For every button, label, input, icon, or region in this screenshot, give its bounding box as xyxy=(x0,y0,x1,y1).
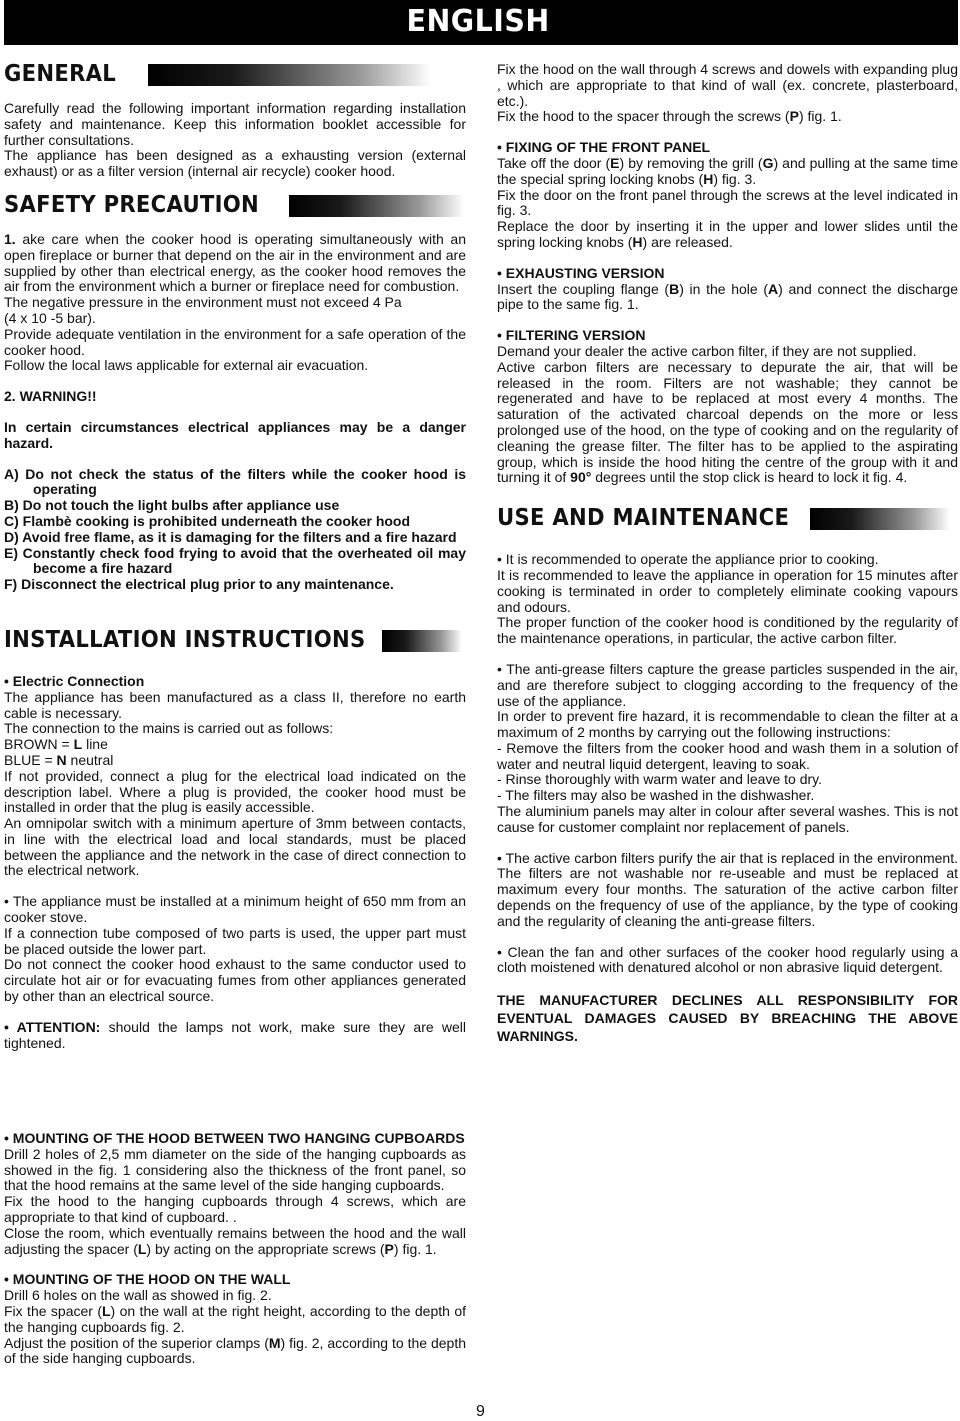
electric-text-4: An omnipolar switch with a minimum aperture of 3mm between contacts, in line with the electrical load and local standards, must be placed between the appliance and the network in the case of direct connection to the electrical network. xyxy=(4,815,466,879)
wall-text-2 xyxy=(4,1304,466,1336)
bottom-left-column xyxy=(4,1131,466,1367)
filtering-text-1: Demand your dealer the active carbon filter, if they are not supplied. xyxy=(497,342,917,359)
wall-text-3 xyxy=(4,1336,466,1368)
left-column xyxy=(4,61,467,1051)
w3-pre: Adjust the position of the superior clamps ( xyxy=(4,1334,269,1351)
use-text-2: It is recommended to leave the appliance in operation for 15 minutes after cooking is terminated in order to completely eliminate cooking vapours and odours. xyxy=(497,566,958,615)
fl2-post: degrees until the stop click is heard to lock it fig. 4. xyxy=(591,469,908,486)
w3-post: ) fig. 2, according to the depth of the side hanging cupboards. xyxy=(4,1334,466,1367)
cup3-mid: ) by acting on the appropriate screws ( xyxy=(146,1240,385,1257)
heading-bar-icon xyxy=(289,195,464,217)
warning-text: In certain circumstances electrical appliances may be a danger hazard. xyxy=(4,418,466,451)
mounting-cupboards-heading: • MOUNTING OF THE HOOD BETWEEN TWO HANGING CUPBOARDS xyxy=(4,1130,465,1146)
attention-label: • ATTENTION: xyxy=(4,1018,101,1035)
wall-fix-text: Fix the hood on the wall through 4 screws and dowels with expanding plug , which are appropriate to that kind of wall (ex. concrete, plasterboard, etc.). xyxy=(497,61,958,109)
grease-text-4: - Rinse thoroughly with warm water and leave to dry. xyxy=(497,771,822,788)
warning-item-d: D) Avoid free flame, as it is damaging for the filters and a fire hazard xyxy=(4,528,457,545)
front-panel-text-1 xyxy=(497,156,958,188)
exhausting-text xyxy=(497,282,958,314)
mounting-wall-heading: • MOUNTING OF THE HOOD ON THE WALL xyxy=(4,1271,291,1288)
warning-list xyxy=(4,467,466,593)
heading-bar-icon xyxy=(810,508,950,530)
use-title: USE AND MAINTENANCE xyxy=(497,505,790,532)
x1-b: B xyxy=(669,280,680,297)
grease-text-6: The aluminium panels may alter in colour after several washes. This is not cause for customer complaint nor replacement of panels. xyxy=(497,803,958,835)
general-heading xyxy=(4,61,466,88)
w3-m: M xyxy=(268,1334,281,1351)
language-title: ENGLISH xyxy=(406,4,550,39)
electric-text-1: The appliance has been manufactured as a class II, therefore no earth cable is necessary. xyxy=(4,688,466,721)
installation-heading xyxy=(4,627,466,654)
blue-wire-line xyxy=(4,753,466,769)
safety-title: SAFETY PRECAUTION xyxy=(4,192,260,219)
cleaning-text: • Clean the fan and other surfaces of the cooker hood regularly using a cloth moistened with denatured alcohol or non abrasive liquid detergent. xyxy=(497,943,958,976)
general-paragraph-1: Carefully read the following important information regarding installation safety and maintenance. Keep this information booklet accessible for further consultations. xyxy=(4,100,466,148)
x1-pre: Insert the coupling flange ( xyxy=(497,280,670,297)
safety-pressure-line-1: The negative pressure in the environment must not exceed 4 Pa xyxy=(4,294,402,311)
safety-paragraph-4: Follow the local laws applicable for external air evacuation. xyxy=(4,357,369,374)
general-title: GENERAL xyxy=(4,61,117,88)
min-height-text: • The appliance must be installed at a minimum height of 650 mm from an cooker stove. xyxy=(4,893,466,926)
heading-bar-icon xyxy=(382,630,462,652)
blue-label: BLUE = xyxy=(4,751,57,768)
heading-bar-icon xyxy=(148,64,431,86)
warning-item-e: E) Constantly check food frying to avoid that the overheated oil may become a fire hazard xyxy=(4,544,466,577)
brown-label: BROWN = xyxy=(4,736,74,753)
exhausting-version-heading: • EXHAUSTING VERSION xyxy=(497,264,665,281)
safety-pressure-line-2: (4 x 10 -5 bar). xyxy=(4,309,96,326)
x1-mid: ) in the hole ( xyxy=(679,280,768,297)
w2-pre: Fix the spacer ( xyxy=(4,1302,102,1319)
f1-e: E xyxy=(610,154,620,171)
brown-key: L xyxy=(73,736,83,753)
blue-key: N xyxy=(56,751,67,768)
page-number: 9 xyxy=(476,1403,485,1420)
manufacturer-disclaimer: THE MANUFACTURER DECLINES ALL RESPONSIBILITY FOR EVENTUAL DAMAGES CAUSED BY BREACHING THE ABOVE WARNINGS. xyxy=(497,992,958,1045)
r2-post: ) fig. 1. xyxy=(798,108,842,125)
grease-text-5: - The filters may also be washed in the dishwasher. xyxy=(497,787,815,804)
front-panel-heading: • FIXING OF THE FRONT PANEL xyxy=(497,139,711,156)
cupboards-text-1: Drill 2 holes of 2,5 mm diameter on the side of the hanging cupboards as showed in the fig. 1 considering also the thickness of the front panel, so that the hood remains at the same level of the side hanging cupboards. xyxy=(4,1145,466,1194)
fl2-deg: 90° xyxy=(570,469,592,486)
warning-item-b: B) Do not touch the light bulbs after appliance use xyxy=(4,497,340,514)
warning-item-a: A) Do not check the status of the filters while the cooker hood is operating xyxy=(4,465,466,498)
f3-h: H xyxy=(632,233,643,250)
wall-text-1: Drill 6 holes on the wall as showed in fig. 2. xyxy=(4,1287,272,1304)
warning-item-c: C) Flambè cooking is prohibited underneath the cooker hood xyxy=(4,512,411,529)
cup3-pre: Close the room, which eventually remains between the hood and the wall adjusting the spacer ( xyxy=(4,1224,466,1257)
x1-a: A xyxy=(768,280,779,297)
cupboards-text-3 xyxy=(4,1226,466,1258)
electric-text-3: If not provided, connect a plug for the electrical load indicated on the description label. Where a plug is provided, the cooker hood must be installed in order that the plug is easily accessible. xyxy=(4,767,466,816)
x1-post: ) and connect the discharge pipe to the same fig. 1. xyxy=(497,280,958,313)
blue-desc: neutral xyxy=(66,751,114,768)
f1-h: H xyxy=(703,170,714,187)
r2-p: P xyxy=(789,108,799,125)
safety-number-1: 1. xyxy=(4,230,16,247)
filtering-version-heading: • FILTERING VERSION xyxy=(497,327,646,344)
grease-text-2: In order to prevent fire hazard, it is recommendable to clean the filter at a maximum of 2 months by carrying out the following instructions: xyxy=(497,708,958,741)
tube-text: If a connection tube composed of two parts is used, the upper part must be placed outside the lower part. xyxy=(4,924,466,957)
front-panel-text-3 xyxy=(497,219,958,251)
f3-pre: Replace the door by inserting it in the upper and lower slides until the spring locking knobs ( xyxy=(497,218,958,250)
cup3-post: ) fig. 1. xyxy=(393,1240,437,1257)
f1-mid2: ) and pulling at the same time the special spring locking knobs ( xyxy=(497,154,958,187)
use-heading xyxy=(497,505,958,532)
grease-text-3: - Remove the filters from the cooker hood and wash them in a solution of water and neutral liquid detergent, leaving to soak. xyxy=(497,739,958,772)
f1-pre: Take off the door ( xyxy=(497,154,611,171)
f1-mid1: ) by removing the grill ( xyxy=(619,154,763,171)
f1-g: G xyxy=(762,154,774,171)
electric-text-2: The connection to the mains is carried out as follows: xyxy=(4,720,334,737)
warning-item-f: F) Disconnect the electrical plug prior to any maintenance. xyxy=(4,576,394,593)
carbon-filter-text: • The active carbon filters purify the air that is replaced in the environment. The filters are not washable nor re-useable and must be replaced at maximum every four months. The saturation of the active carbon filter depends on the frequency of use of the appliance, by the type of cooking and the regularity of cleaning the anti-grease filters. xyxy=(497,849,958,929)
safety-paragraph-3: Provide adequate ventilation in the environment for a safe operation of the cooker hood. xyxy=(4,325,466,358)
cup3-l: L xyxy=(137,1240,147,1257)
w2-post: ) on the wall at the right height, according to the depth of the hanging cupboards fig. 2. xyxy=(4,1302,466,1335)
brown-wire-line xyxy=(4,737,466,753)
installation-title: INSTALLATION INSTRUCTIONS xyxy=(4,627,366,654)
use-text-1: • It is recommended to operate the appliance prior to cooking. xyxy=(497,551,879,568)
brown-desc: line xyxy=(82,736,108,753)
attention-text xyxy=(4,1020,466,1052)
electric-connection-heading: • Electric Connection xyxy=(4,672,145,689)
use-text-3: The proper function of the cooker hood is conditioned by the regularity of the maintenance operations, in particular, the active carbon filter. xyxy=(497,614,958,647)
safety-paragraph-1 xyxy=(4,232,466,295)
cup3-p: P xyxy=(384,1240,394,1257)
filtering-text-2 xyxy=(497,360,958,486)
f1-post: ) fig. 3. xyxy=(713,170,757,187)
attention-body: should the lamps not work, make sure they are well tightened. xyxy=(4,1018,467,1051)
grease-text-1: • The anti-grease filters capture the grease particles suspended in the air, and are therefore subject to clogging according to the frequency of the use of the appliance. xyxy=(497,660,958,709)
front-panel-text-2: Fix the door on the front panel through the screws at the level indicated in fig. 3. xyxy=(497,186,958,219)
w2-l: L xyxy=(101,1302,111,1319)
language-header-bar xyxy=(4,0,958,45)
general-paragraph-2: The appliance has been designed as a exhausting version (external exhaust) or as a filter version (internal air recycle) cooker hood. xyxy=(4,147,466,180)
safety-text-1: ake care when the cooker hood is operating simultaneously with an open fireplace or burner that depend on the air in the environment and are supplied by other than electrical energy, as the cooker hood removes the air from the environment which a burner or fireplace need for combustion. xyxy=(4,230,466,295)
cupboards-text-2: Fix the hood to the hanging cupboards through 4 screws, which are appropriate to that kind of cupboard. . xyxy=(4,1193,466,1225)
warning-heading: 2. WARNING!! xyxy=(4,388,97,405)
f3-post: ) are released. xyxy=(642,233,733,250)
safety-heading xyxy=(4,192,466,219)
right-column xyxy=(497,62,958,1045)
r2-pre: Fix the hood to the spacer through the screws ( xyxy=(497,108,790,125)
spacer-fix-text xyxy=(497,109,958,125)
fl2-pre: Active carbon filters are necessary to depurate the air, that will be released in the room. Filters are not washable; they cannot be regenerated and have to be replaced at most every 4 months. The saturation of the activated charcoal depends on the more or less prolonged use of the hood, on the type of cooking and on the regularity of cleaning the grease filter. The filter has to be applied to the aspirating group, which is inside the hood hiting the centre of the group with it and turning it of xyxy=(497,358,958,486)
exhaust-conductor-text: Do not connect the cooker hood exhaust to the same conductor used to circulate hot air or for evacuating fumes from other appliances generated by other than an electrical source. xyxy=(4,956,466,1005)
